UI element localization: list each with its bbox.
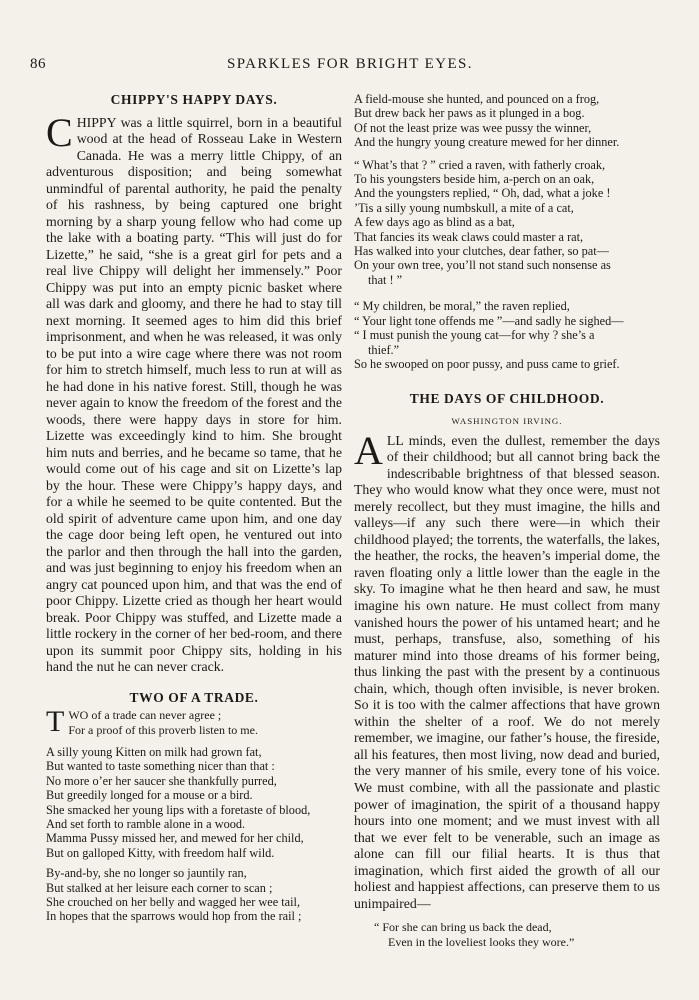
poem-stanza <box>354 299 660 371</box>
poem-intro-line: WO of a trade can never agree ; <box>68 708 222 723</box>
poem-line: that ! ” <box>368 272 403 287</box>
poem-line: “ I must punish the young cat—for why ? she’s a <box>354 328 595 343</box>
poem-line: But wanted to taste something nicer than that : <box>46 759 275 774</box>
quote-line: “ For she can bring us back the dead, <box>374 920 552 935</box>
poem-stanza <box>46 866 342 924</box>
poem-stanza <box>354 158 660 288</box>
poem-line: But stalked at her leisure each corner to scan ; <box>46 880 273 895</box>
poem-line: “ What’s that ? ” cried a raven, with fatherly croak, <box>354 157 606 172</box>
drop-cap-a: A <box>354 427 383 473</box>
drop-cap-t: T <box>46 708 65 737</box>
page-header <box>30 56 670 78</box>
poem-line: In hopes that the sparrows would hop from the rail ; <box>46 909 302 924</box>
poem-line: Has walked into your clutches, dear father, so pat— <box>354 244 609 259</box>
story-text-chippy: HIPPY was a little squirrel, born in a beautiful wood at the head of Rosseau Lake in Western Canada. He was a merry little Chippy, of an adventurous disposition; and being somewhat unmindful of parental authority, he paid the penalty of his rashness, by being captured one bright morning by a sharp young fellow who had come up the lake with a boating party. “This will just do for Lizette,” he said, “she is a great girl for pets and a real live Chippy will delight her immensely.” Poor Chippy was put into an empty picnic basket where all was dark and gloomy, and there he had to stay till next morning. It seemed ages to him did this brief imprisonment, and when he was released, it was only to be put into a wire cage where there was not room for him to stretch himself, much less to run at will as he had done in his native forest. Still, though he was never again to know the freedom of the forest and the woods, there were happy days in store for him. Lizette was exceedingly kind to him. She brought him nuts and berries, and he became so tame, that he would come out of his cage and sit on Lizette’s lap by the hour. These were Chippy’s happy days, and for a while he seemed to be quite contented. But the old spirit of adventure came upon him, and one day the cage door being left open, he ventured out into the parlor and then through the hall into the garden, and was just beginning to enjoy his freedom when an angry cat pounced upon him, and that was the end of poor Chippy. Lizette cried as though her heart would break. Poor Chippy was stuffed, and Lizette made a little rockery in the corner of her bed-room, and there upon its summit poor Chippy sits, holding in his hand the nut he can never crack. <box>46 114 342 675</box>
poem-intro <box>46 708 342 737</box>
page-number: 86 <box>30 56 46 72</box>
story-title-chippy: CHIPPY'S HAPPY DAYS. <box>110 92 278 107</box>
poem-line: Mamma Pussy missed her, and mewed for her child, <box>46 831 304 846</box>
essay-title: THE DAYS OF CHILDHOOD. <box>409 391 605 407</box>
poem-line: And set forth to ramble alone in a wood. <box>46 817 246 832</box>
poem-line: A silly young Kitten on milk had grown fat, <box>46 745 262 759</box>
poem-line: To his youngsters beside him, a-perch on an oak, <box>354 172 595 187</box>
poem-stanza <box>46 745 342 860</box>
poem-title: TWO OF A TRADE. <box>129 689 259 705</box>
poem-line: A field-mouse she hunted, and pounced on a frog, <box>354 92 600 106</box>
poem-line: But on galloped Kitty, with freedom half wild. <box>46 845 275 860</box>
poem-line: By-and-by, she no longer so jauntily ran, <box>46 866 247 881</box>
right-column <box>354 92 660 950</box>
poem-line: On your own tree, you’ll not stand such nonsense as <box>354 258 611 273</box>
poem-line: That fancies its weak claws could master a rat, <box>354 229 584 244</box>
poem-intro-line: For a proof of this proverb listen to me. <box>68 722 258 737</box>
poem-line: She crouched on her belly and wagged her wee tail, <box>46 895 301 910</box>
essay-body <box>354 427 660 913</box>
poem-line: She smacked her young lips with a foretaste of blood, <box>46 802 311 817</box>
poem-line: thief.” <box>368 342 400 357</box>
drop-cap-c: C <box>46 109 73 155</box>
poem-line: ’Tis a silly young numbskull, a mite of a cat, <box>354 200 574 215</box>
poem-line: “ My children, be moral,” the raven replied, <box>354 299 570 314</box>
poem-line: And the youngsters replied, “ Oh, dad, what a joke ! <box>354 186 611 201</box>
essay-closing-quote <box>354 920 660 949</box>
poem-line: And the hungry young creature mewed for her dinner. <box>354 135 620 150</box>
poem-line: Of not the least prize was wee pussy the winner, <box>354 120 592 135</box>
poem-line: So he swooped on poor pussy, and puss came to grief. <box>354 356 620 371</box>
poem-line: No more o’er her saucer she thankfully purred, <box>46 773 277 788</box>
poem-line: But greedily longed for a mouse or a bird. <box>46 788 253 803</box>
story-body-chippy <box>46 109 342 676</box>
essay-text: LL minds, even the dullest, remember the days of their childhood; but all cannot bring back the indescribable brightness of that blessed season. They who would know what they once were, must not merely recollect, but they must imagine, the hills and valleys—if any such there were—in which their childhood played; the torrents, the waterfalls, the lakes, the heather, the rocks, the heaven’s imperial dome, the raven floating only a little lower than the eagle in the sky. To imagine what he then heard and saw, he must imagine his own nature. He must collect from many vanished hours the power of his untamed heart; and he must, perhaps, transfuse, also, something of his maturer mind into those dreams of his former being, thus linking the past with the present by a continuous chain, which, though often invisible, is never broken. So it is too with the calmer affections that have grown within the shelter of a roof. We do not merely remember, we imagine, our father’s house, the fireside, all his features, then most living, now dead and buried, the very manner of his smile, every tone of his voice. We must combine, with all the passionate and plastic power of imagination, the spirit of a thousand happy hours into one moment; and we must invest with all that we ever felt to be venerable, such an image as alone can fill our filial hearts. It is thus that imagination, which first aided the growth of all our holiest and happiest affections, can preserve them to us unimpaired— <box>354 432 660 911</box>
quote-line: Even in the loveliest looks they wore.” <box>388 934 575 949</box>
poem-line: But drew back her paws as it plunged in a bog. <box>354 106 585 121</box>
running-title: SPARKLES FOR BRIGHT EYES. <box>227 56 473 72</box>
left-column <box>46 92 342 930</box>
poem-line: “ Your light tone offends me ”—and sadly he sighed— <box>354 313 624 328</box>
poem-line: A few days ago as blind as a bat, <box>354 215 515 230</box>
poem-stanza <box>354 92 660 150</box>
essay-author: WASHINGTON IRVING. <box>451 415 563 426</box>
